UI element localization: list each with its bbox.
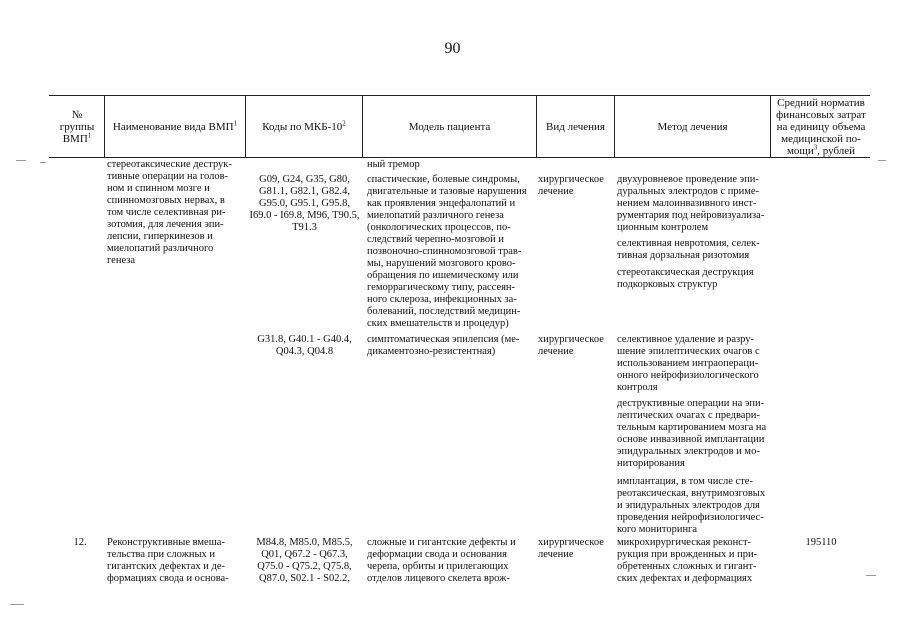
header-group [50,96,104,157]
icd-codes-cell: G09, G24, G35, G80, G81.1, G82.1, G82.4, G95.0, G95.1, G95.8, I69.0 - I69.8, M96, T90.5, T91.3 [249,174,360,233]
treatment-type-cell: хирургическое лечение [538,174,604,197]
header-group-label: № группы ВМП [59,108,95,145]
scan-speck [40,162,46,163]
scan-speck [16,160,26,161]
group-number-cell: 12. [73,537,87,548]
vmp-name-cell: Реконструктивные вмеша- тельства при сложных и гигантских дефектах и де- формациях свода и основа- [107,537,229,584]
patient-model-cell: спастические, болевые синдромы, двигательные и тазовые нарушения как проявления энцефалопатий и миелопатий различного генеза (онкологических процессов, по- следствий черепно-мозговой и позвоночно-спинномозговой трав- мы, нарушений мозгового крово- обращения по ишемическому или геморрагическому типу, рассеян- ного склероза, инфекционных за- болеваний, последствий медицин- ских вмешательств и процедур) [367,174,527,329]
treatment-method-cell: стереотаксическая деструкция подкорковых структур [617,267,754,290]
treatment-method-cell: селективное удаление и разру- шение эпилептических очагов с использованием интраопераци- онного нейрофизиологического контроля [617,334,760,393]
treatment-type-cell: хирургическое лечение [538,334,604,357]
header-method-label: Метод лечения [657,120,728,133]
page-number: 90 [444,40,461,57]
treatment-type-cell: хирургическое лечение [538,537,604,560]
patient-model-cell: сложные и гигантские дефекты и деформации свода и основания черепа, орбиты и прилегающих отделов лицевого скелета врож- [367,537,516,584]
header-cost-tail: , рублей [817,144,856,157]
footnote-mark: 2 [342,118,346,127]
patient-model-cell: симптоматическая эпилепсия (ме- дикаментозно-резистентная) [367,334,520,357]
header-model-label: Модель пациента [408,120,491,133]
treatment-method-cell: микрохирургическая реконст- рукция при врожденных и при- обретенных сложных и гигант- ских дефектах и деформациях [617,537,758,584]
icd-codes-cell: G31.8, G40.1 - G40.4, Q04.3, Q04.8 [257,334,352,357]
header-name-label: Наименование вида ВМП [112,120,234,133]
header-bottom-border [49,157,870,158]
icd-codes-cell: M84.8, M85.0, M85.5, Q01, Q67.2 - Q67.3, Q75.0 - Q75.2, Q75.8, Q87.0, S02.1 - S02.2, [256,537,353,584]
treatment-method-cell: двухуровневое проведение эпи- дуральных электродов с приме- нением малоинвазивного инст- рументария под нейровизуализа- ционным контролем [617,174,765,233]
cost-cell: 195110 [805,537,837,548]
header-model [363,96,536,157]
scan-speck [866,575,876,576]
treatment-method-cell: деструктивные операции на эпи- лептических очагах с предвари- тельным картированием мозга на основе инвазивной имплантации эпидуральных электродов и мо- ниторирования [617,398,767,469]
header-name [105,96,245,157]
footnote-mark: 1 [233,118,238,127]
treatment-method-cell: селективная невротомия, селек- тивная дорзальная ризотомия [617,238,760,261]
scan-speck [878,160,886,161]
header-cost [771,96,871,157]
patient-model-cell: ный тремор [367,159,420,170]
header-treatment-label: Вид лечения [546,120,605,133]
header-treatment-type [537,96,614,157]
header-codes-label: Коды по МКБ-10 [262,120,343,133]
footnote-mark: 1 [87,130,92,139]
header-method [615,96,770,157]
vmp-name-cell: стереотаксические деструк- тивные операции на голов- ном и спинном мозге и спинномозговых нервах, в том числе селективная ри- зотомия, для лечения эпи- лепсии, гиперкинезов и миелопатий различного генеза [107,159,232,266]
scan-speck [10,604,24,605]
header-cost-label: Средний норматив финансовых затрат на единицу объема медицинской по-мощи [776,96,866,157]
treatment-method-cell: имплантация, в том числе сте- реотаксическая, внутримозговых и эпидуральных электродов для проведения нейрофизиологичес- кого мониторинга [617,476,766,535]
footnote-mark: 3 [813,142,818,151]
header-codes [246,96,362,157]
